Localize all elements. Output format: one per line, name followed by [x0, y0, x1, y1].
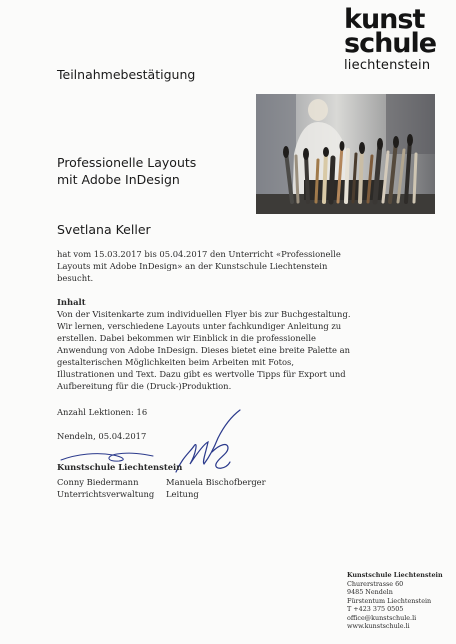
- content-line: Von der Visitenkarte zum individuellen Flyer bis zur Buchgestaltung.: [57, 309, 351, 319]
- signatory-1: [57, 476, 154, 500]
- course-title-line2: mit Adobe InDesign: [57, 172, 180, 187]
- content-line: gestalterischen Möglichkeiten beim Arbeiten mit Fotos,: [57, 357, 294, 367]
- signatory-1-name: Conny Biedermann: [57, 477, 139, 487]
- footer-website[interactable]: www.kunstschule.li: [347, 622, 410, 630]
- document-title: Teilnahmebestätigung: [57, 67, 196, 82]
- brushes-photo: [256, 94, 435, 214]
- intro-line: hat vom 15.03.2017 bis 05.04.2017 den Unterricht «Professionelle: [57, 249, 341, 259]
- signatory-2-role: Leitung: [166, 489, 199, 499]
- course-title: [57, 154, 196, 188]
- footer-line: Fürstentum Liechtenstein: [347, 596, 432, 605]
- intro-line: Layouts mit Adobe InDesign» an der Kunstschule Liechtenstein: [57, 261, 328, 271]
- participant-name: Svetlana Keller: [57, 222, 151, 237]
- intro-line: besucht.: [57, 273, 94, 283]
- content-line: Illustrationen und Text. Dazu gibt es wertvolle Tipps für Export und: [57, 369, 346, 379]
- place-date: Nendeln, 05.04.2017: [57, 431, 147, 441]
- signatory-2-name: Manuela Bischofberger: [166, 477, 266, 487]
- content-line: Anwendung von Adobe InDesign. Dieses bietet eine breite Palette an: [57, 345, 350, 355]
- lesson-count: Anzahl Lektionen: 16: [57, 407, 148, 417]
- footer-line: 9485 Nendeln: [347, 588, 393, 596]
- logo-line-schule: schule: [344, 28, 437, 59]
- signatory-1-role: Unterrichtsverwaltung: [57, 489, 155, 499]
- organization-name: Kunstschule Liechtenstein: [57, 462, 183, 472]
- footer-org: Kunstschule Liechtenstein: [347, 571, 443, 579]
- content-section: [57, 296, 350, 392]
- signatory-2: [166, 476, 266, 500]
- course-title-line1: Professionelle Layouts: [57, 155, 197, 170]
- signature-right: [168, 408, 248, 485]
- footer-line: Churerstrasse 60: [347, 579, 404, 588]
- footer-email[interactable]: office@kunstschule.li: [347, 613, 417, 622]
- footer-phone: T +423 375 0505: [347, 605, 404, 613]
- content-heading: Inhalt: [57, 297, 86, 307]
- footer-address: [347, 571, 443, 631]
- content-line: Aufbereitung für die (Druck-)Produktion.: [57, 381, 232, 391]
- content-line: Wir lernen, verschiedene Layouts unter fachkundiger Anleitung zu: [57, 321, 342, 331]
- logo-line-liechtenstein: liechtenstein: [344, 58, 431, 73]
- school-logo: [344, 4, 444, 73]
- logo-line-kunst: kunst: [344, 4, 425, 35]
- content-line: erstellen. Dabei bekommen wir Einblick in die professionelle: [57, 333, 316, 343]
- intro-paragraph: [57, 248, 341, 284]
